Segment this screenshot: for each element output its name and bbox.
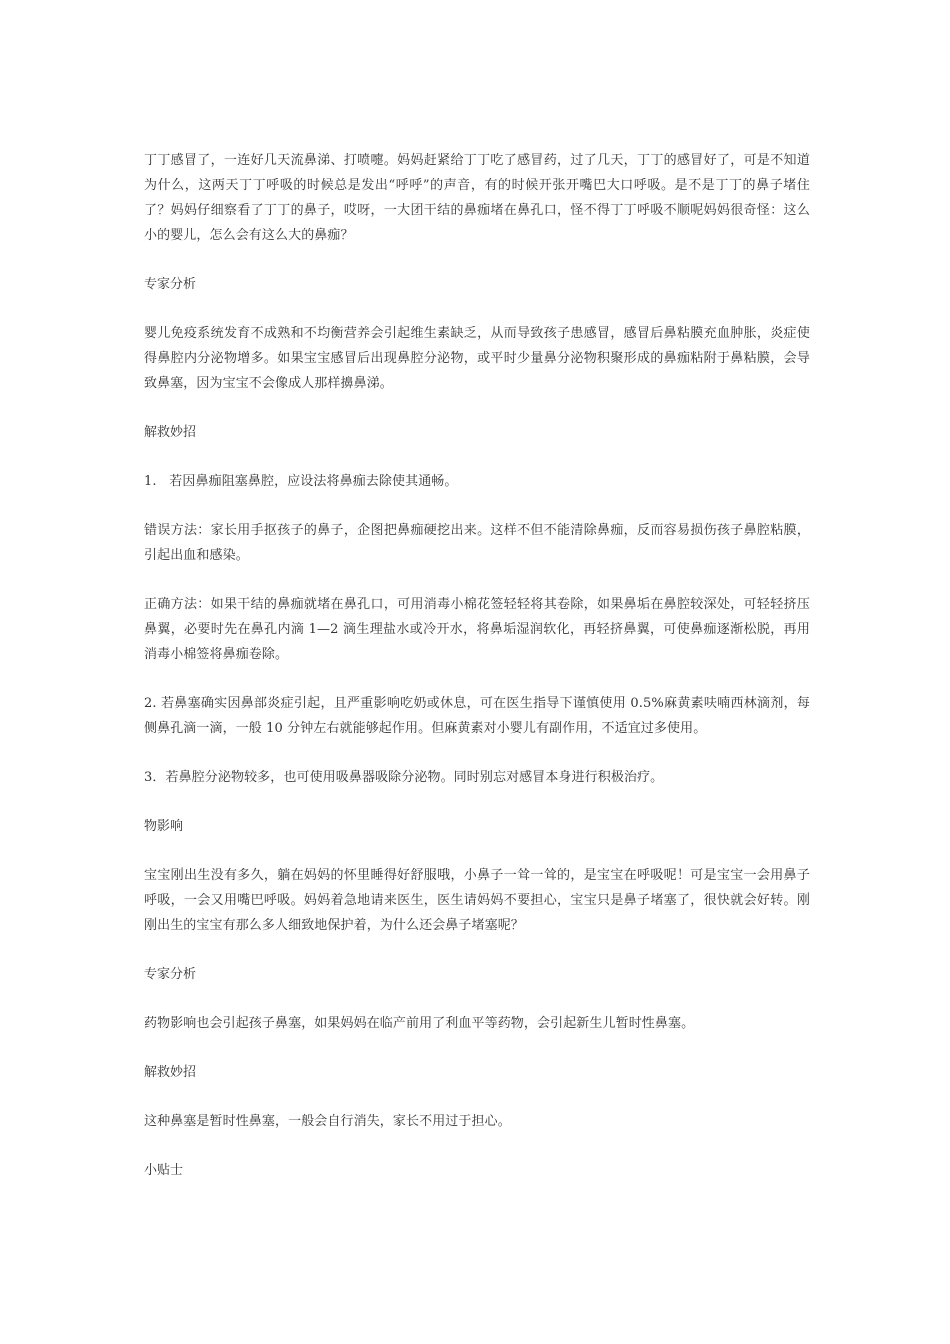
- drug-influence-heading: 物影响: [144, 819, 184, 834]
- solution-heading-2: 解救妙招: [144, 1065, 197, 1080]
- solution-item-2: 2. 若鼻塞确实因鼻部炎症引起，且严重影响吃奶或休息，可在医生指导下谨慎使用 0.5%麻黄素呋喃西林滴剂，每侧鼻孔滴一滴，一般 10 分钟左右就能够起作用。但麻黄素对小婴儿有副作用，不适宜过多使用。: [144, 696, 810, 736]
- article-body: [144, 148, 810, 1183]
- expert-analysis-heading-1: 专家分析: [144, 277, 197, 292]
- expert-analysis-paragraph-1: 婴儿免疫系统发育不成熟和不均衡营养会引起维生素缺乏，从而导致孩子患感冒，感冒后鼻粘膜充血肿胀，炎症使得鼻腔内分泌物增多。如果宝宝感冒后出现鼻腔分泌物，或平时少量鼻分泌物积聚形成的鼻痂粘附于鼻粘膜，会导致鼻塞，因为宝宝不会像成人那样擤鼻涕。: [144, 326, 810, 391]
- solution-item-3: 3．若鼻腔分泌物较多，也可使用吸鼻器吸除分泌物。同时别忘对感冒本身进行积极治疗。: [144, 770, 664, 785]
- correct-method-paragraph: 正确方法：如果干结的鼻痂就堵在鼻孔口，可用消毒小棉花签轻轻将其卷除，如果鼻垢在鼻腔较深处，可轻轻挤压鼻翼，必要时先在鼻孔内滴 1—2 滴生理盐水或冷开水，将鼻垢湿润软化，再轻挤鼻翼，可使鼻痂逐渐松脱，再用消毒小棉签将鼻痂卷除。: [144, 597, 810, 662]
- tips-heading: 小贴士: [144, 1163, 184, 1178]
- wrong-method-paragraph: 错误方法：家长用手抠孩子的鼻子，企图把鼻痂硬挖出来。这样不但不能清除鼻痂，反而容易损伤孩子鼻腔粘膜，引起出血和感染。: [144, 523, 810, 563]
- intro-paragraph: 丁丁感冒了，一连好几天流鼻涕、打喷嚏。妈妈赶紧给丁丁吃了感冒药，过了几天，丁丁的感冒好了，可是不知道为什么，这两天丁丁呼吸的时候总是发出“呼呼”的声音，有的时候开张开嘴巴大口呼吸。是不是丁丁的鼻子堵住了？妈妈仔细察看了丁丁的鼻子，哎呀，一大团干结的鼻痂堵在鼻孔口，怪不得丁丁呼吸不顺呢妈妈很奇怪：这么小的婴儿，怎么会有这么大的鼻痂？: [144, 153, 810, 243]
- solution-heading-1: 解救妙招: [144, 425, 197, 440]
- solution-paragraph-2: 这种鼻塞是暂时性鼻塞，一般会自行消失，家长不用过于担心。: [144, 1114, 511, 1129]
- expert-analysis-heading-2: 专家分析: [144, 967, 197, 982]
- solution-item-1: 1. 若因鼻痂阻塞鼻腔，应设法将鼻痂去除使其通畅。: [144, 474, 458, 489]
- expert-analysis-paragraph-2: 药物影响也会引起孩子鼻塞，如果妈妈在临产前用了利血平等药物，会引起新生儿暂时性鼻塞。: [144, 1016, 695, 1031]
- drug-influence-paragraph: 宝宝刚出生没有多久，躺在妈妈的怀里睡得好舒服哦，小鼻子一耸一耸的，是宝宝在呼吸呢！可是宝宝一会用鼻子呼吸，一会又用嘴巴呼吸。妈妈着急地请来医生，医生请妈妈不要担心，宝宝只是鼻子堵塞了，很快就会好转。刚刚出生的宝宝有那么多人细致地保护着，为什么还会鼻子堵塞呢？: [144, 868, 810, 933]
